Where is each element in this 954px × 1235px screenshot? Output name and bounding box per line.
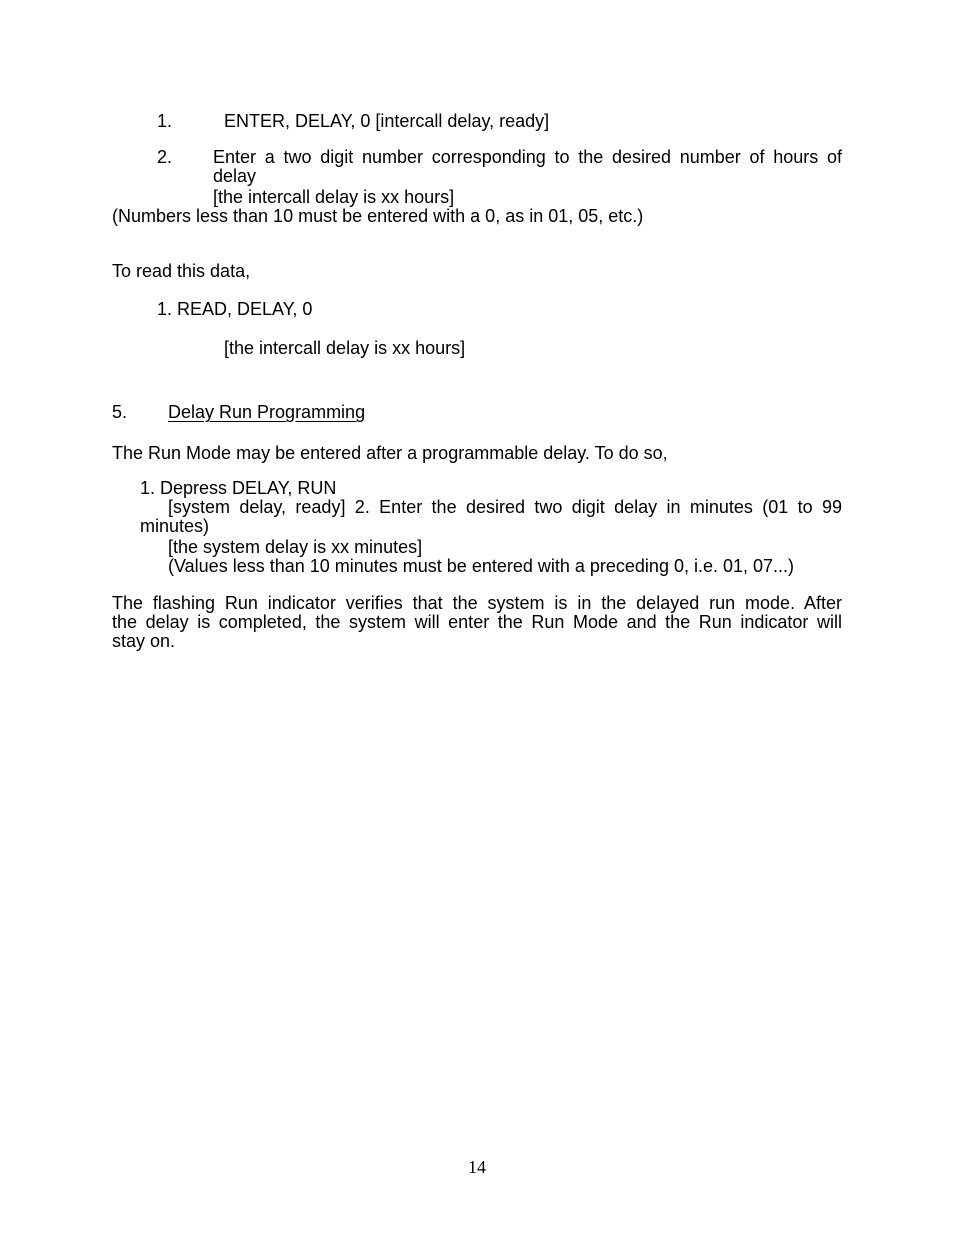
list-item-1-line-3: minutes): [140, 516, 210, 536]
read-step-1: 1. READ, DELAY, 0: [157, 299, 313, 319]
section-number: 5.: [112, 402, 128, 422]
paragraph-line-1: The flashing Run indicator verifies that the system is in the delayed run mode. After: [112, 593, 842, 613]
list-item-1-line-4: [the system delay is xx minutes]: [168, 537, 423, 557]
paragraph-line-2: the delay is completed, the system will enter the Run Mode and the Run indicator will: [112, 612, 842, 632]
step-2-note: (Numbers less than 10 must be entered with a 0, as in 01, 05, etc.): [112, 206, 644, 226]
list-item-1: 1. Depress DELAY, RUN: [140, 478, 337, 498]
read-result: [the intercall delay is xx hours]: [224, 338, 466, 358]
step-2-line-1: Enter a two digit number corresponding to the desired number of hours of: [213, 147, 842, 167]
read-intro: To read this data,: [112, 261, 251, 281]
step-1-text: ENTER, DELAY, 0 [intercall delay, ready]: [224, 111, 550, 131]
step-2-line-2: delay: [213, 166, 257, 186]
step-2-number: 2.: [157, 147, 173, 167]
paragraph-line-3: stay on.: [112, 631, 176, 651]
list-item-1-line-2: [system delay, ready] 2. Enter the desired two digit delay in minutes (01 to 99: [168, 497, 842, 517]
step-2-line-3: [the intercall delay is xx hours]: [213, 187, 455, 207]
list-item-1-line-5: (Values less than 10 minutes must be entered with a preceding 0, i.e. 01, 07...): [168, 556, 795, 576]
section-intro: The Run Mode may be entered after a programmable delay. To do so,: [112, 443, 668, 463]
section-title: Delay Run Programming: [168, 402, 366, 422]
page-number: 14: [468, 1157, 486, 1177]
step-1-number: 1.: [157, 111, 173, 131]
